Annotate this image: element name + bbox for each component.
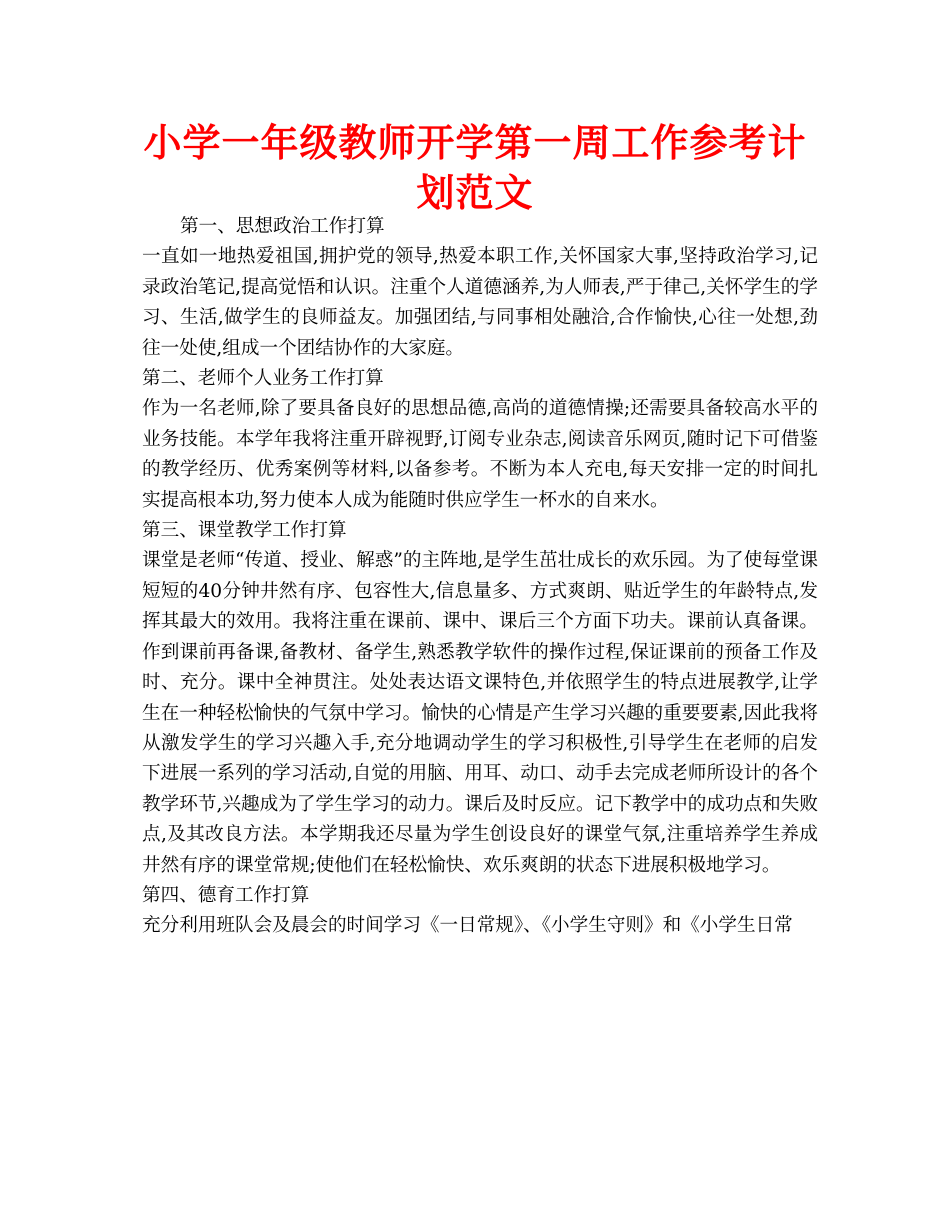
section-heading-1: 第一、思想政治工作打算 [180,216,385,237]
section-paragraph-3: 课堂是老师“传道、授业、解惑”的主阵地,是学生茁壮成长的欢乐园。为了使每堂课短短的40分钟井然有序、包容性大,信息量多、方式爽朗、贴近学生的年龄特点,发挥其最大的效用。我将注重在课前、课中、课后三个方面下功夫。课前认真备课。作到课前再备课,备教材、备学生,熟悉教学软件的操作过程,保证课前的预备工作及时、充分。课中全神贯注。处处表达语文课特色,并依照学生的特点进展教学,让学生在一种轻松愉快的气氛中学习。愉快的心情是产生学习兴趣的重要要素,因此我将从激发学生的学习兴趣入手,充分地调动学生的学习积极性,引导学生在老师的启发下进展一系列的学习活动,自觉的用脑、用耳、动口、动手去完成老师所设计的各个教学环节,兴趣成为了学生学习的动力。课后及时反应。记下教学中的成功点和失败点,及其改良方法。本学期我还尽量为学生创设良好的课堂气氛,注重培养学生养成井然有序的课堂常规;使他们在轻松愉快、欢乐爽朗的状态下进展积极地学习。 [142,550,818,876]
document-body [142,212,818,942]
section-heading-3: 第三、课堂教学工作打算 [142,520,347,542]
section-heading-2: 第二、老师个人业务工作打算 [142,368,384,390]
section-paragraph-4: 充分利用班队会及晨会的时间学习《一日常规》、《小学生守则》和《小学生日常 [142,915,793,937]
section-paragraph-1: 一直如一地热爱祖国,拥护党的领导,热爱本职工作,关怀国家大事,坚持政治学习,记录政治笔记,提高觉悟和认识。注重个人道德涵养,为人师表,严于律己,关怀学生的学习、生活,做学生的良师益友。加强团结,与同事相处融洽,合作愉快,心往一处想,劲往一处使,组成一个团结协作的大家庭。 [142,246,818,359]
document-title: 小学一年级教师开学第一周工作参考计划范文 [143,121,807,215]
section-paragraph-2: 作为一名老师,除了要具备良好的思想品德,高尚的道德情操;还需要具备较高水平的业务技能。本学年我将注重开辟视野,订阅专业杂志,阅读音乐网页,随时记下可借鉴的教学经历、优秀案例等材料,以备参考。不断为本人充电,每天安排一定的时间扎实提高根本功,努力使本人成为能随时供应学生一杯水的自来水。 [142,398,818,511]
section-heading-4: 第四、德育工作打算 [142,884,310,906]
